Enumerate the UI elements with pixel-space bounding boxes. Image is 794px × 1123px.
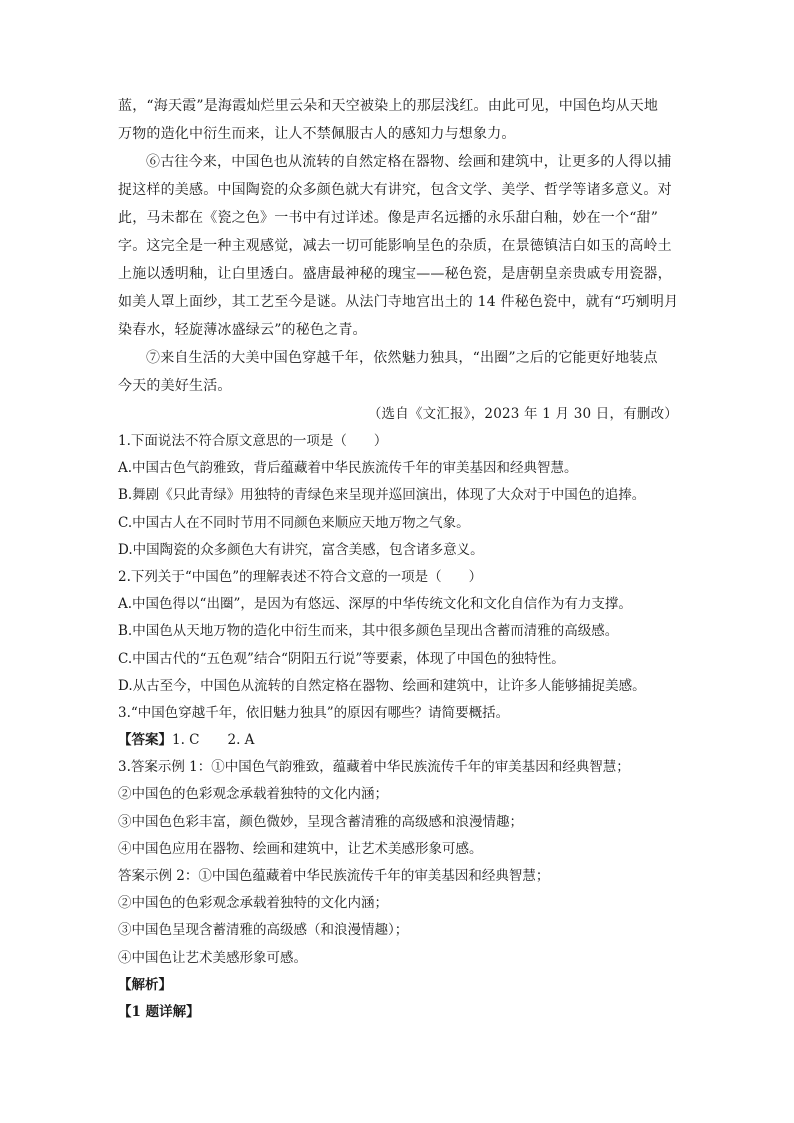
questions (118, 428, 678, 727)
answer-example-2-line: ④中国色让艺术美感形象可感。 (118, 949, 307, 966)
question-2-option-d: D.从古至今，中国色从流转的自然定格在器物、绘画和建筑中，让许多人能够捕捉美感。 (118, 677, 646, 694)
question-2-option-b: B.中国色从天地万物的造化中衍生而来，其中很多颜色呈现出含蓄而清雅的高级感。 (118, 623, 619, 640)
passage-line: 万物的造化中衍生而来，让人不禁佩服古人的感知力与想象力。 (118, 126, 516, 142)
passage-line: 今天的美好生活。 (118, 378, 232, 394)
question-1: 1.下面说法不符合原文意思的一项是（ ） (118, 433, 388, 449)
analysis-label: 【解析】 (118, 976, 172, 993)
answer-example-1-line: 3.答案示例 1：①中国色气韵雅致，蕴藏着中华民族流传千年的审美基因和经典智慧； (118, 759, 630, 776)
passage-line: ⑥古往今来，中国色也从流转的自然定格在器物、绘画和建筑中，让更多的人得以捕 (146, 154, 672, 170)
question-3: 3.“中国色穿越千年，依旧魅力独具”的原因有哪些？请简要概括。 (118, 704, 510, 721)
question-1-option-b: B.舞剧《只此青绿》用独特的青绿色来呈现并巡回演出，体现了大众对于中国色的追捧。 (118, 487, 646, 504)
passage-line: 上施以透明釉，让白里透白。盛唐最神秘的瑰宝——秘色瓷，是唐朝皇亲贵戚专用瓷器， (118, 266, 672, 282)
answer-example-1-line: ④中国色应用在器物、绘画和建筑中，让艺术美感形象可感。 (118, 840, 483, 857)
question-1-option-d: D.中国陶瓷的众多颜色大有讲究，富含美感，包含诸多意义。 (118, 541, 484, 558)
passage-line: ⑦来自生活的大美中国色穿越千年，依然魅力独具，“出圈”之后的它能更好地装点 (146, 350, 658, 366)
question-2: 2.下列关于“中国色”的理解表述不符合文意的一项是（ ） (118, 568, 483, 585)
question-1-option-c: C.中国古人在不同时节用不同颜色来顺应天地万物之气象。 (118, 514, 470, 531)
question-1-detail-label: 【1 题详解】 (118, 1003, 200, 1020)
answer-example-1-line: ③中国色色彩丰富，颜色微妙，呈现含蓄清雅的高级感和浪漫情趣； (118, 813, 523, 830)
passage-line: 此，马未都在《瓷之色》一书中有过详述。像是声名远播的永乐甜白釉，妙在一个“甜” (118, 210, 659, 226)
answer-example-1-line: ②中国色的色彩观念承载着独特的文化内涵； (118, 786, 388, 803)
answer-example-2-line: ②中国色的色彩观念承载着独特的文化内涵； (118, 895, 388, 912)
answer-example-2-line: ③中国色呈现含蓄清雅的高级感（和浪漫情趣）； (118, 922, 409, 939)
passage-line: 如美人罩上面纱，其工艺至今是谜。从法门寺地宫出土的 14 件秘色瓷中，就有“巧剜明月 (118, 294, 679, 310)
passage-line: 捉这样的美感。中国陶瓷的众多颜色就大有讲究，包含文学、美学、哲学等诸多意义。对 (118, 182, 672, 198)
passage-source: （选自《文汇报》，2023 年 1 月 30 日，有删改） (367, 406, 678, 422)
answer-2: 2. A (227, 732, 255, 749)
answer-line (118, 727, 678, 754)
passage-line: 蓝，“海天霞”是海霞灿烂里云朵和天空被染上的那层浅红。由此可见，中国色均从天地 (118, 98, 659, 114)
answer-1: 1. C (172, 732, 200, 749)
passage-line: 染春水，轻旋薄冰盛绿云”的秘色之青。 (118, 322, 367, 338)
question-2-option-c: C.中国古代的“五色观”结合“阴阳五行说”等要素，体现了中国色的独特性。 (118, 650, 565, 667)
answer-example-2-line: 答案示例 2：①中国色蕴藏着中华民族流传千年的审美基因和经典智慧； (118, 868, 550, 884)
passage-line: 字。这完全是一种主观感觉，减去一切可能影响呈色的杂质，在景德镇洁白如玉的高岭土 (118, 238, 672, 254)
answer-label: 【答案】 (118, 732, 172, 749)
question-2-option-a: A.中国色得以“出圈”，是因为有悠远、深厚的中华传统文化和文化自信作为有力支撑。 (118, 596, 632, 613)
passage (118, 92, 678, 428)
answers (118, 727, 678, 1026)
question-1-option-a: A.中国古色气韵雅致，背后蕴藏着中华民族流传千年的审美基因和经典智慧。 (118, 460, 578, 477)
document-page (118, 92, 678, 1026)
